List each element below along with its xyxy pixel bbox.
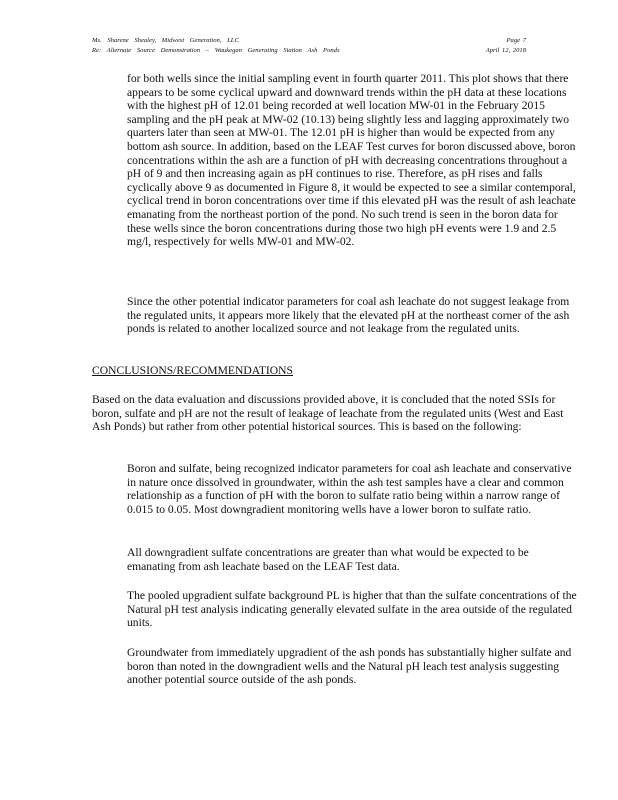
page-header [92,36,526,55]
header-page-number: Page 7 [506,37,526,44]
bullet-box-icon [104,646,127,687]
bullet-box-icon [104,462,127,516]
body-paragraph-ph-trends: for both wells since the initial sampling event in fourth quarter 2011. This plot shows that there appears to be some cyclical upward and downward trends within the pH data at these locations with the highest pH of 12.01 being recorded at well location MW-01 in the February 2015 sampling and the pH peak at MW-02 (10.13) being slightly less and lagging approximately two quarters later than seen at MW-01. The 12.01 pH is higher than would be expected from any bottom ash source. In addition, based on the LEAF Test curves for boron discussed above, boron concentrations within the ash are a function of pH with decreasing concentrations throughout a pH of 9 and then increasing again as pH continues to rise. Therefore, as pH rises and falls cyclically above 9 as documented in Figure 8, it would be expected to see a similar contemporal, cyclical trend in boron concentrations over time if this elevated pH was the result of ash leachate emanating from the northeast portion of the pond. No such trend is seen in the boron data for these wells since the boron concentrations during those two high pH events were 1.9 and 2.5 mg/l, respectively for wells MW-01 and MW-02. [127,72,576,249]
header-date: April 12, 2018 [485,46,526,54]
bullet-box-icon [104,546,127,573]
header-subject: Re: Alternate Source Demonstration – Waukegan Generating Station Ash Ponds [92,46,340,54]
section-heading-conclusions: CONCLUSIONS/RECOMMENDATIONS [92,364,293,377]
list-item [104,462,578,516]
bullet-box-icon [104,589,127,630]
list-item-text: All downgradient sulfate concentrations are greater than what would be expected to be emanating from ash leachate based on the LEAF Test data. [127,546,529,573]
list-item [104,589,578,630]
header-recipient: Ms. Sharene Shealey, Midwest Generation, LLC [92,37,239,44]
list-item-text: Groundwater from immediately upgradient of the ash ponds has substantially higher sulfate and boron than noted in the downgradient wells and the Natural pH leach test analysis suggesting another potential source outside of the ash ponds. [127,646,572,687]
list-item-text: The pooled upgradient sulfate background PL is higher that than the sulfate concentrations of the Natural pH test analysis indicating generally elevated sulfate in the area outside of the regulated units. [127,589,577,630]
body-paragraph-other-indicators: Since the other potential indicator parameters for coal ash leachate do not suggest leakage from the regulated units, it appears more likely that the elevated pH at the northeast corner of the ash ponds is related to another localized source and not leakage from the regulated units. [127,295,570,336]
list-item-text: Boron and sulfate, being recognized indicator parameters for coal ash leachate and conservative in nature once dissolved in groundwater, within the ash test samples have a clear and common relationship as a function of pH with the boron to sulfate ratio being within a narrow range of 0.015 to 0.05. Most downgradient monitoring wells have a lower boron to sulfate ratio. [127,462,572,516]
list-item [104,546,578,573]
list-item [104,646,578,687]
body-paragraph-conclusion: Based on the data evaluation and discussions provided above, it is concluded that the noted SSIs for boron, sulfate and pH are not the result of leakage of leachate from the regulated units (West and East Ash Ponds) but rather from other potential historical sources. This is based on the following: [92,393,564,434]
